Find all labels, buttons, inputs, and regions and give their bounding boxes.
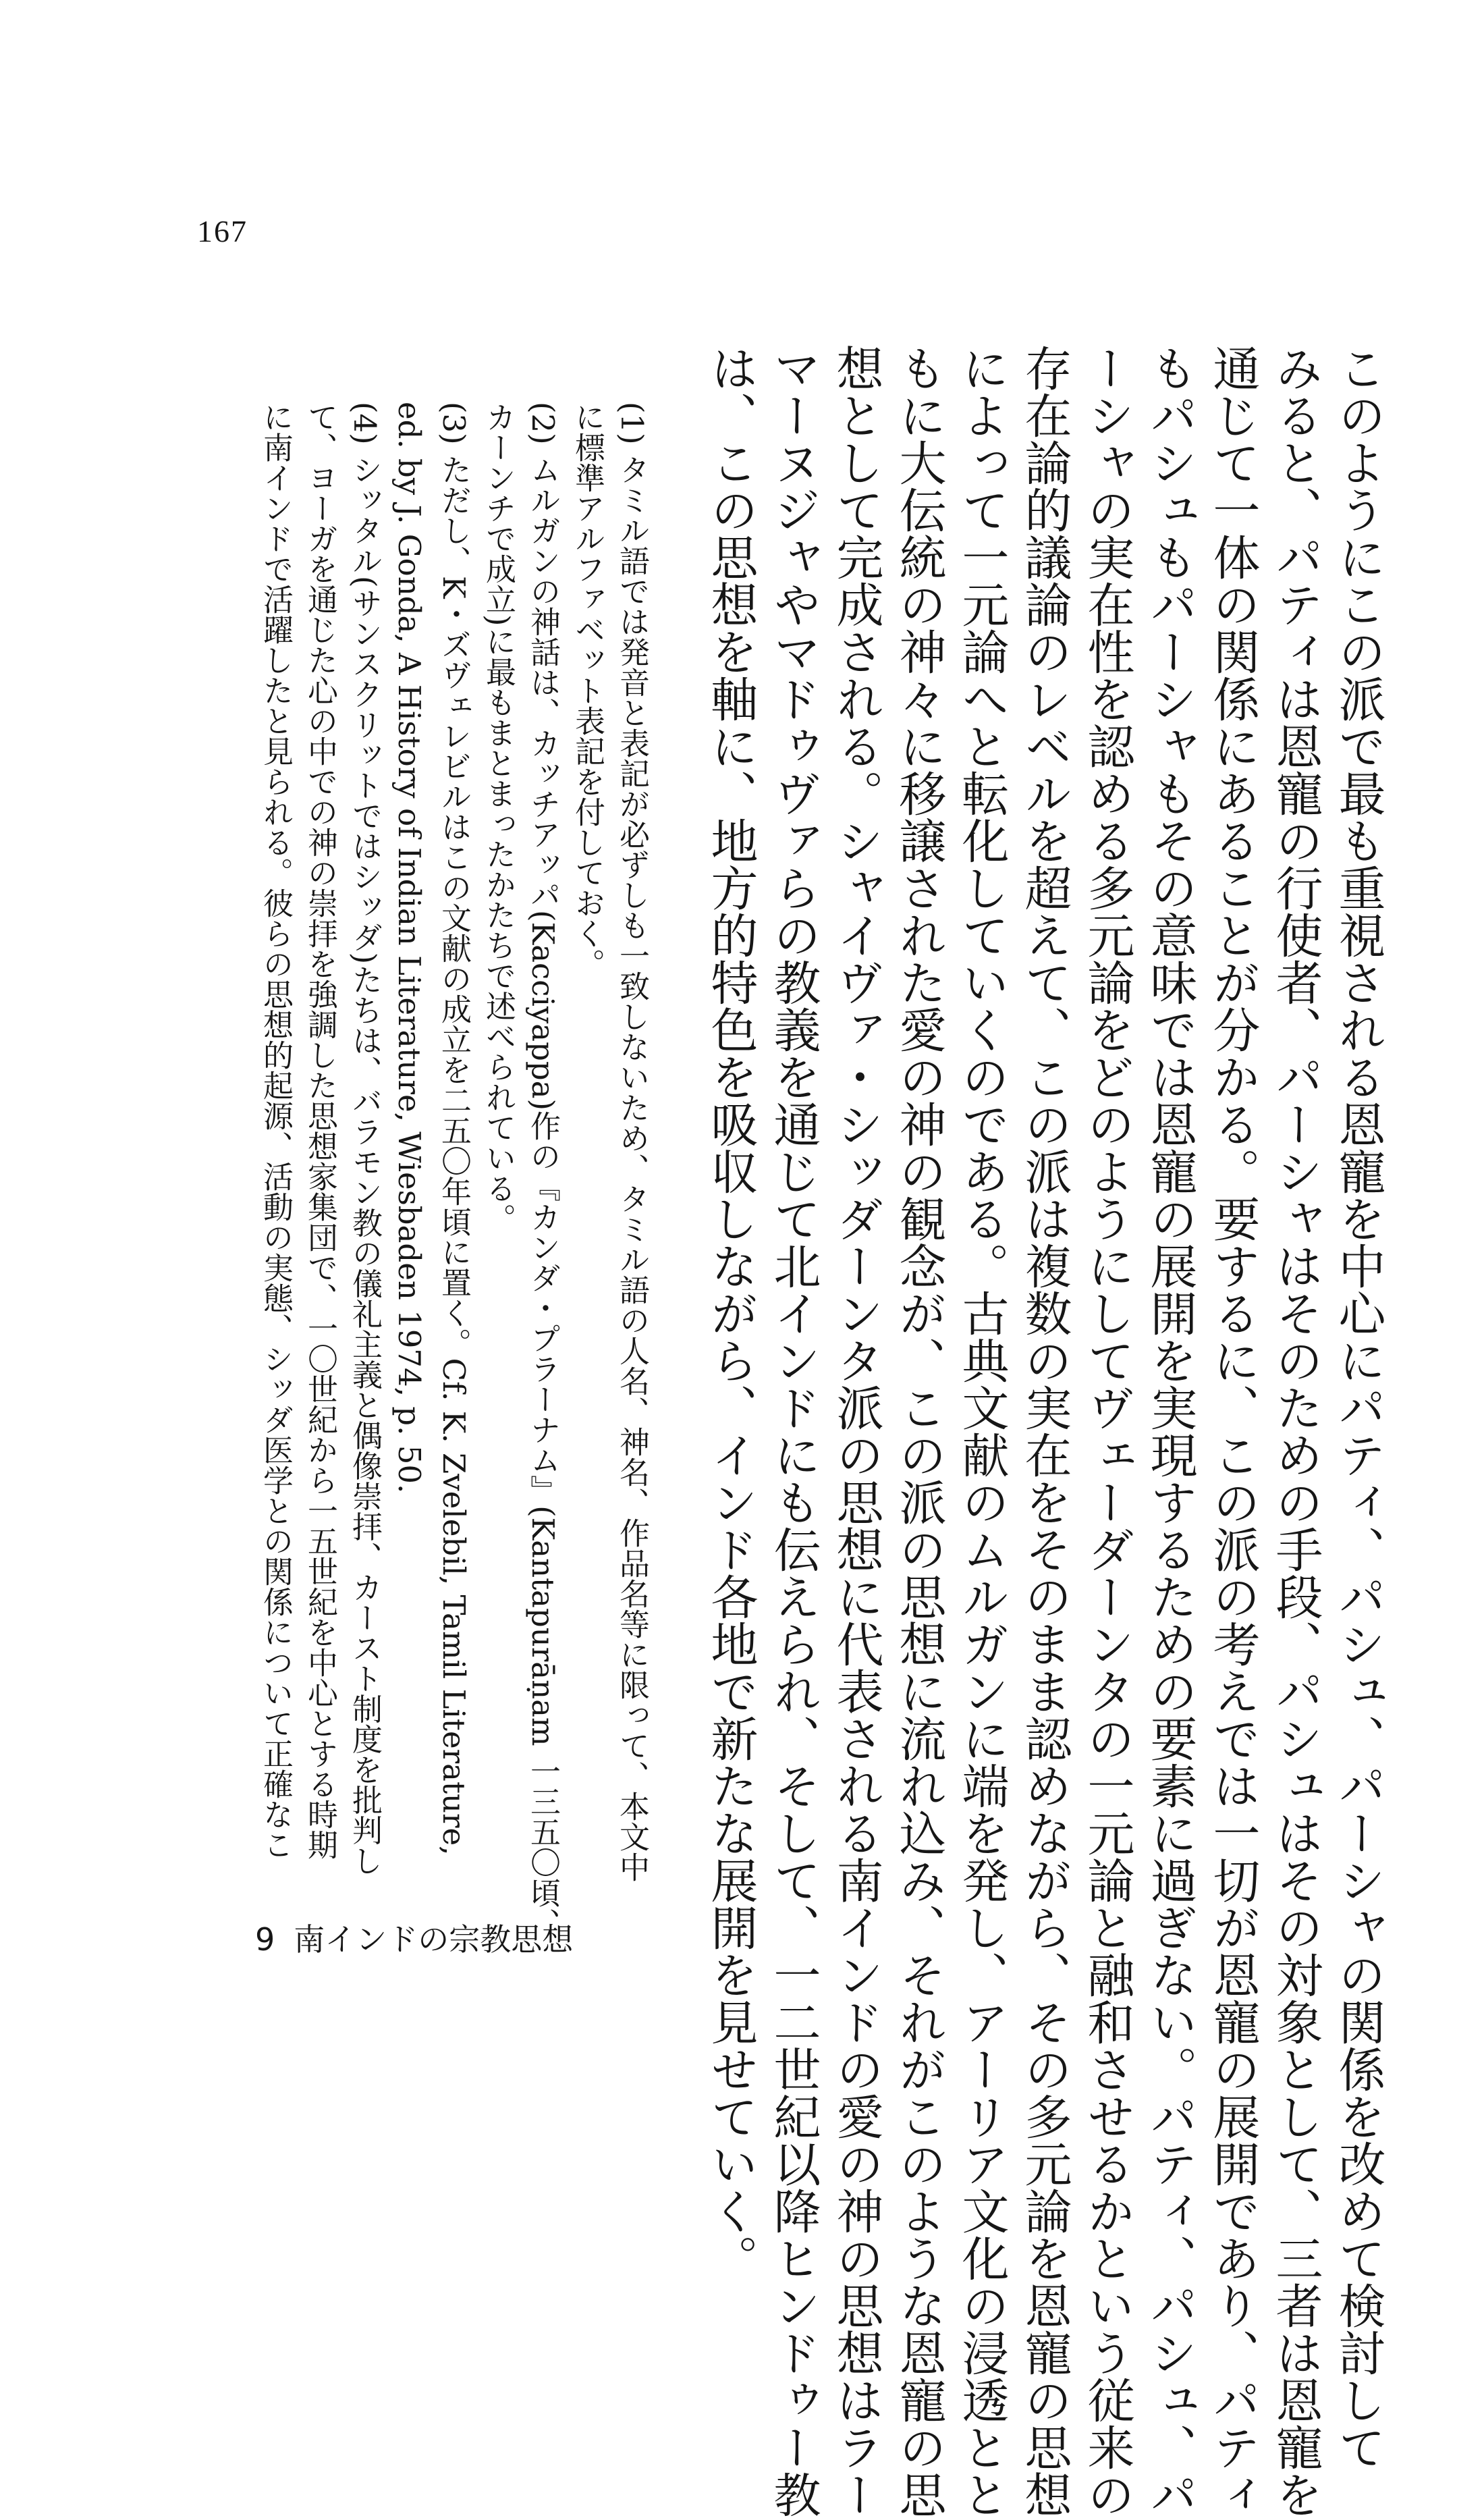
footer-chapter-number: 9: [255, 1921, 275, 1958]
body-line: このようにこの派で最も重視される恩寵を中心にパティ、パシュ、パーシャの関係を改めて検討して: [1331, 344, 1386, 2471]
footnote-line: て、ヨーガを通じた心の中での神の崇拝を強調した思想家集団で、一〇世紀から一五世紀を中心とする時期: [302, 402, 338, 1860]
footnotes: [253, 402, 654, 1938]
footnote-line: (2) ムルガンの神話は、カッチアッパ(Kacciyappa)作の『カンダ・プラーナム』(Kantapurāṇam 一三五〇頃、: [525, 402, 561, 1938]
footnote-line: に南インドで活躍したと見られる。彼らの思想的起源、活動の実態、シッダ医学との関係について正確なこ: [258, 402, 294, 1860]
footnote-line: (1) タミル語では発音と表記が必ずしも一致しないため、タミル語の人名、神名、作品名等に限って、本文中: [614, 402, 650, 1883]
page-number: 167: [197, 214, 248, 248]
footer-chapter-title: 南インドの宗教思想: [294, 1921, 574, 1958]
footnote-line: に標準アルファベット表記を付しておく。: [570, 402, 605, 979]
body-line: 存在論的議論のレベルを超えて、この派は複数の実在をそのまま認めながら、その多元論を恩寵の思想: [1017, 344, 1072, 2518]
footnote-line: (4) シッタル(サンスクリットではシッダ)たちは、バラモン教の儀礼主義と偶像崇拝、カースト制度を批判し: [347, 402, 383, 1876]
body-line: もパシュもパーシャもその意味では恩寵の展開を実現するための要素に過ぎない。パティ、パシュ、パ: [1143, 344, 1198, 2518]
body-text: [699, 344, 1390, 2518]
body-line: マーヌジャやマドゥヴァらの教義を通じて北インドにも伝えられ、そして、一二世紀以降ヒンドゥー教: [766, 344, 821, 2518]
footnote-line: (3) ただし、K・ズヴェレビルはこの文献の成立を二五〇年頃に置く。Cf. K. Zvelebil, Tamil Literature,: [436, 402, 472, 1856]
body-line: は、この思想を軸に、地方的特色を吸収しながら、インド各地で新たな展開を見せていく。: [703, 344, 759, 2282]
body-line: 想として完成される。シャイヴァ・シッダーンタ派の思想に代表される南インドの愛の神の思想はラー: [829, 344, 884, 2518]
footnote-line: カーンチで成立)に最もまとまったかたちで述べられている。: [480, 402, 516, 1234]
body-line: みると、パティは恩寵の行使者、パーシャはそのための手段、パシュはその対象として、三者は恩寵を: [1268, 344, 1323, 2518]
footnote-line: ed. by J. Gonda, A History of Indian Literature, Wiesbaden 1974, p. 50.: [391, 402, 427, 1494]
body-line: ーシャの実在性を認める多元論をどのようにしてヴェーダーンタの一元論と融和させるかという従来の: [1080, 344, 1135, 2518]
body-line: もに大伝統の神々に移譲された愛の神の観念が、この派の思想に流れ込み、それがこのような恩寵の思: [891, 344, 947, 2518]
body-line: によって一元論へと転化していくのである。古典文献のムルガンに端を発し、アーリア文化の浸透とと: [954, 344, 1010, 2518]
running-footer: [255, 1921, 574, 1958]
body-line: 通じて一体の関係にあることが分かる。要するに、この派の考えでは一切が恩寵の展開であり、パティ: [1205, 344, 1261, 2518]
